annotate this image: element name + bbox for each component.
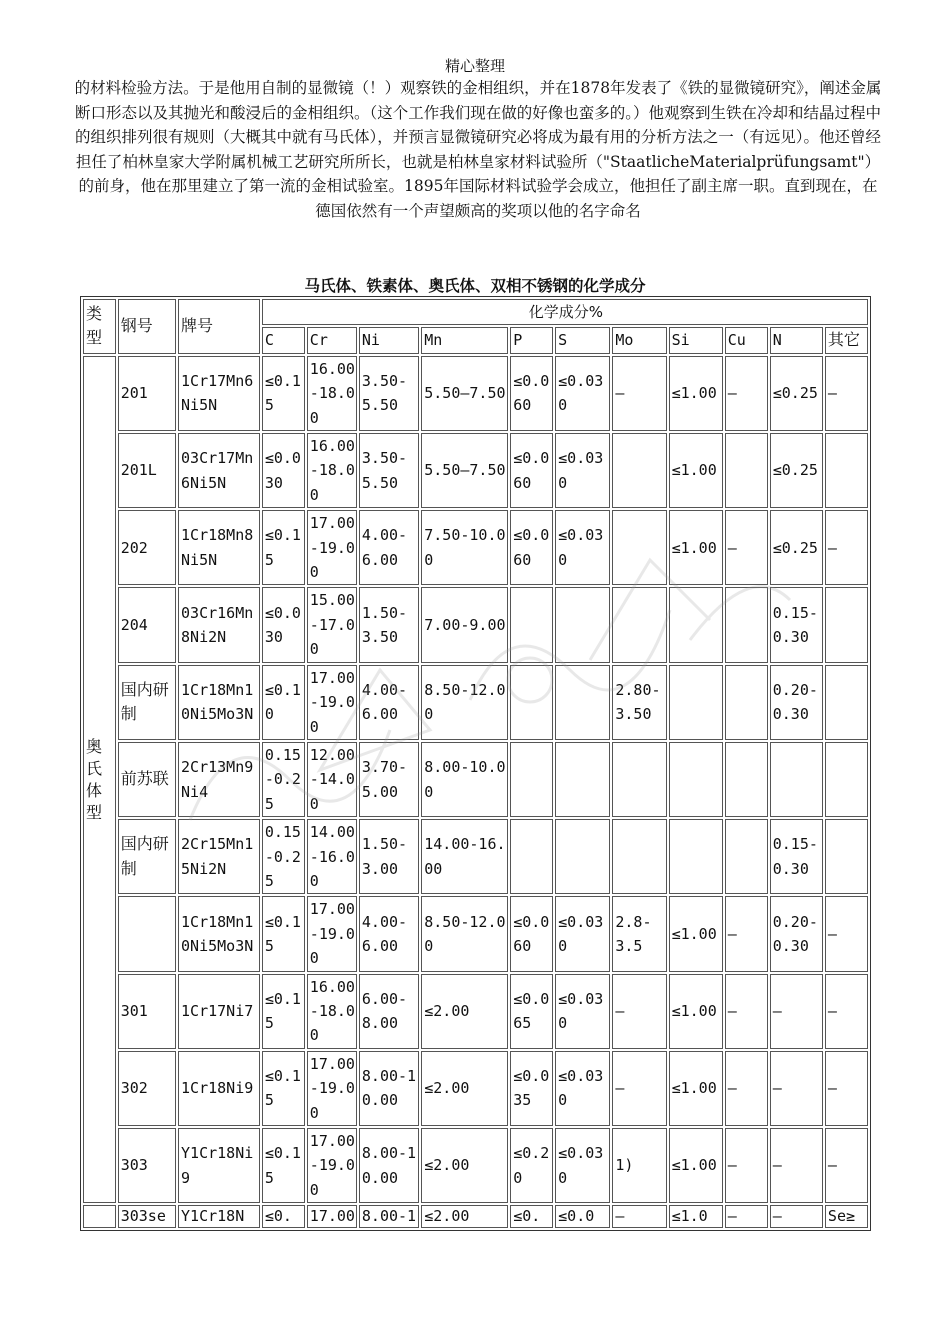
value-cell-c: ≤0.	[262, 1205, 305, 1228]
group-type-spacer	[83, 1205, 116, 1228]
value-cell-p: ≤0.060	[510, 896, 553, 971]
value-cell-c: 0.15-0.25	[262, 819, 305, 894]
value-cell-ni: 3.50-5.50	[359, 356, 419, 431]
value-cell-mn: ≤2.00	[421, 1205, 508, 1228]
value-cell-p: ≤0.060	[510, 356, 553, 431]
value-cell-cr: 14.00-16.00	[307, 819, 357, 894]
steel-no-cell: 302	[118, 1051, 176, 1126]
table-row	[83, 896, 868, 971]
steel-no-cell: 303se	[118, 1205, 176, 1228]
value-cell-ni: 6.00-8.00	[359, 974, 419, 1049]
value-cell-n: 0.15-0.30	[770, 819, 823, 894]
value-cell-other: Se≥	[825, 1205, 868, 1228]
value-cell-mn: 5.50—7.50	[421, 433, 508, 508]
value-cell-si: ≤1.0	[669, 1205, 723, 1228]
grade-cell: 1Cr18Mn10Ni5Mo3N	[178, 896, 260, 971]
value-cell-p: ≤0.035	[510, 1051, 553, 1126]
value-cell-cr: 17.00	[307, 1205, 357, 1228]
value-cell-si	[669, 819, 723, 894]
header-type: 类型	[83, 299, 116, 354]
value-cell-mo	[612, 433, 666, 508]
header-element: S	[555, 327, 610, 353]
value-cell-other	[825, 742, 868, 817]
header-chem-composition: 化学成分%	[262, 299, 868, 325]
header-element: Ni	[359, 327, 419, 353]
value-cell-ni: 4.00-6.00	[359, 665, 419, 740]
header-element: N	[770, 327, 823, 353]
value-cell-si	[669, 742, 723, 817]
value-cell-mo	[612, 819, 666, 894]
value-cell-ni: 8.00-1	[359, 1205, 419, 1228]
steel-no-cell	[118, 896, 176, 971]
value-cell-p	[510, 819, 553, 894]
value-cell-other: –	[825, 356, 868, 431]
value-cell-mn: 8.00-10.00	[421, 742, 508, 817]
group-type-label: 奥氏体型	[83, 356, 116, 1203]
steel-no-cell: 前苏联	[118, 742, 176, 817]
value-cell-mn: ≤2.00	[421, 974, 508, 1049]
composition-table	[80, 296, 871, 1231]
steel-no-cell: 201	[118, 356, 176, 431]
value-cell-c: ≤0.15	[262, 1051, 305, 1126]
value-cell-s: ≤0.030	[555, 356, 610, 431]
value-cell-n: –	[770, 974, 823, 1049]
value-cell-cr: 17.00-19.00	[307, 896, 357, 971]
value-cell-cu: –	[725, 1128, 768, 1203]
value-cell-p: ≤0.060	[510, 510, 553, 585]
value-cell-cr: 17.00-19.00	[307, 510, 357, 585]
value-cell-cr: 16.00-18.00	[307, 356, 357, 431]
value-cell-other: –	[825, 896, 868, 971]
grade-cell: 1Cr17Ni7	[178, 974, 260, 1049]
grade-cell: 2Cr15Mn15Ni2N	[178, 819, 260, 894]
value-cell-cr: 17.00-19.00	[307, 1051, 357, 1126]
steel-no-cell: 国内研制	[118, 819, 176, 894]
value-cell-n: –	[770, 1051, 823, 1126]
header-element: Mo	[612, 327, 666, 353]
value-cell-si: ≤1.00	[669, 1051, 723, 1126]
value-cell-cr: 12.00-14.00	[307, 742, 357, 817]
value-cell-ni: 8.00-10.00	[359, 1051, 419, 1126]
grade-cell: 1Cr17Mn6Ni5N	[178, 356, 260, 431]
value-cell-mo: 1)	[612, 1128, 666, 1203]
value-cell-si: ≤1.00	[669, 1128, 723, 1203]
value-cell-s: ≤0.030	[555, 896, 610, 971]
value-cell-other: –	[825, 1128, 868, 1203]
value-cell-p: ≤0.20	[510, 1128, 553, 1203]
value-cell-p: ≤0.	[510, 1205, 553, 1228]
value-cell-si	[669, 665, 723, 740]
value-cell-mo: –	[612, 356, 666, 431]
value-cell-cu: –	[725, 510, 768, 585]
header-steel-no: 钢号	[118, 299, 176, 354]
steel-no-cell: 国内研制	[118, 665, 176, 740]
steel-no-cell: 204	[118, 587, 176, 662]
value-cell-s: ≤0.030	[555, 974, 610, 1049]
value-cell-mn: 8.50-12.00	[421, 896, 508, 971]
value-cell-s	[555, 587, 610, 662]
value-cell-mo: –	[612, 1205, 666, 1228]
value-cell-other	[825, 587, 868, 662]
header-element: Cr	[307, 327, 357, 353]
value-cell-c: ≤0.15	[262, 896, 305, 971]
header-element: 其它	[825, 327, 868, 353]
value-cell-cu	[725, 665, 768, 740]
value-cell-ni: 3.50-5.50	[359, 433, 419, 508]
value-cell-cu	[725, 742, 768, 817]
value-cell-c: 0.15-0.25	[262, 742, 305, 817]
composition-table-wrapper	[80, 296, 871, 1231]
table-row	[83, 510, 868, 585]
value-cell-other: —	[825, 510, 868, 585]
value-cell-other	[825, 433, 868, 508]
value-cell-cu: –	[725, 974, 768, 1049]
table-row	[83, 819, 868, 894]
value-cell-si: ≤1.00	[669, 974, 723, 1049]
value-cell-c: ≤0.15	[262, 356, 305, 431]
value-cell-n: 0.15-0.30	[770, 587, 823, 662]
value-cell-other: –	[825, 974, 868, 1049]
header-element: Cu	[725, 327, 768, 353]
value-cell-mo: 2.8-3.5	[612, 896, 666, 971]
header-element: Si	[669, 327, 723, 353]
value-cell-mo: –	[612, 974, 666, 1049]
value-cell-p	[510, 587, 553, 662]
value-cell-cr: 17.00-19.00	[307, 665, 357, 740]
table-row	[83, 665, 868, 740]
value-cell-mo	[612, 742, 666, 817]
value-cell-n	[770, 742, 823, 817]
value-cell-p: ≤0.060	[510, 433, 553, 508]
value-cell-mo	[612, 587, 666, 662]
value-cell-ni: 8.00-10.00	[359, 1128, 419, 1203]
header-element: C	[262, 327, 305, 353]
value-cell-n: –	[770, 1128, 823, 1203]
grade-cell: Y1Cr18N	[178, 1205, 260, 1228]
table-row	[83, 356, 868, 431]
value-cell-si: ≤1.00	[669, 896, 723, 971]
value-cell-n: 0.20-0.30	[770, 665, 823, 740]
value-cell-ni: 3.70-5.00	[359, 742, 419, 817]
value-cell-p	[510, 742, 553, 817]
value-cell-s: ≤0.030	[555, 433, 610, 508]
value-cell-c: ≤0.10	[262, 665, 305, 740]
value-cell-n: ≤0.25	[770, 433, 823, 508]
grade-cell: 1Cr18Mn10Ni5Mo3N	[178, 665, 260, 740]
page-header: 精心整理	[444, 57, 505, 75]
value-cell-cu: –	[725, 356, 768, 431]
table-row	[83, 1128, 868, 1203]
value-cell-ni: 1.50-3.50	[359, 587, 419, 662]
value-cell-p	[510, 665, 553, 740]
value-cell-si	[669, 587, 723, 662]
value-cell-cu: –	[725, 1051, 768, 1126]
grade-cell: 1Cr18Ni9	[178, 1051, 260, 1126]
value-cell-ni: 4.00-6.00	[359, 510, 419, 585]
value-cell-c: ≤0.15	[262, 974, 305, 1049]
value-cell-s: ≤0.030	[555, 510, 610, 585]
value-cell-si: ≤1.00	[669, 510, 723, 585]
value-cell-cu	[725, 587, 768, 662]
value-cell-s	[555, 665, 610, 740]
header-grade: 牌号	[178, 299, 260, 354]
value-cell-mn: 7.50-10.00	[421, 510, 508, 585]
value-cell-mo: 2.80-3.50	[612, 665, 666, 740]
table-row	[83, 742, 868, 817]
value-cell-mo: –	[612, 1051, 666, 1126]
value-cell-mn: 5.50—7.50	[421, 356, 508, 431]
intro-paragraph: 的材料检验方法。于是他用自制的显微镜（！）观察铁的金相组织，并在1878年发表了《铁的显微镜研究》，阐述金属断口形态以及其抛光和酸浸后的金相组织。（这个工作我们现在做的好像也蛮多的。）他观察到生铁在冷却和结晶过程中的组织排列很有规则（大概其中就有马氏体），并预言显微镜研究必将成为最有用的分析方法之一（有远见）。他还曾经担任了柏林皇家大学附属机械工艺研究所所长，也就是柏林皇家材料试验所（"StaatlicheMaterialprüfungsamt"）的前身，他在那里建立了第一流的金相试验室。1895年国际材料试验学会成立，他担任了副主席一职。直到现在，在德国依然有一个声望颇高的奖项以他的名字命名	[74, 79, 882, 220]
value-cell-cr: 16.00-18.00	[307, 433, 357, 508]
grade-cell: 2Cr13Mn9Ni4	[178, 742, 260, 817]
value-cell-s: ≤0.030	[555, 1051, 610, 1126]
value-cell-mn: ≤2.00	[421, 1128, 508, 1203]
value-cell-n: ≤0.25	[770, 510, 823, 585]
value-cell-mn: 14.00-16.00	[421, 819, 508, 894]
value-cell-s: ≤0.030	[555, 1128, 610, 1203]
value-cell-c: ≤0.030	[262, 587, 305, 662]
value-cell-n: ≤0.25	[770, 356, 823, 431]
value-cell-n: 0.20-0.30	[770, 896, 823, 971]
table-row	[83, 1051, 868, 1126]
value-cell-other: –	[825, 1051, 868, 1126]
value-cell-si: ≤1.00	[669, 356, 723, 431]
value-cell-cr: 17.00-19.00	[307, 1128, 357, 1203]
steel-no-cell: 301	[118, 974, 176, 1049]
table-row	[83, 587, 868, 662]
grade-cell: Y1Cr18Ni9	[178, 1128, 260, 1203]
value-cell-cr: 15.00-17.00	[307, 587, 357, 662]
value-cell-cu: –	[725, 896, 768, 971]
value-cell-mn: ≤2.00	[421, 1051, 508, 1126]
value-cell-ni: 4.00-6.00	[359, 896, 419, 971]
grade-cell: 03Cr17Mn6Ni5N	[178, 433, 260, 508]
table-title: 马氏体、铁素体、奥氏体、双相不锈钢的化学成分	[304, 277, 646, 295]
grade-cell: 03Cr16Mn8Ni2N	[178, 587, 260, 662]
value-cell-other	[825, 665, 868, 740]
table-row	[83, 433, 868, 508]
value-cell-mo	[612, 510, 666, 585]
value-cell-s	[555, 742, 610, 817]
header-element: Mn	[421, 327, 508, 353]
value-cell-cu: –	[725, 1205, 768, 1228]
table-row	[83, 974, 868, 1049]
table-row	[83, 1205, 868, 1228]
value-cell-c: ≤0.15	[262, 1128, 305, 1203]
steel-no-cell: 201L	[118, 433, 176, 508]
value-cell-cu	[725, 433, 768, 508]
steel-no-cell: 303	[118, 1128, 176, 1203]
value-cell-n: –	[770, 1205, 823, 1228]
value-cell-s: ≤0.0	[555, 1205, 610, 1228]
steel-no-cell: 202	[118, 510, 176, 585]
header-element: P	[510, 327, 553, 353]
value-cell-other	[825, 819, 868, 894]
value-cell-mn: 7.00-9.00	[421, 587, 508, 662]
value-cell-c: ≤0.030	[262, 433, 305, 508]
value-cell-cu	[725, 819, 768, 894]
value-cell-mn: 8.50-12.00	[421, 665, 508, 740]
value-cell-ni: 1.50-3.00	[359, 819, 419, 894]
value-cell-c: ≤0.15	[262, 510, 305, 585]
value-cell-s	[555, 819, 610, 894]
grade-cell: 1Cr18Mn8Ni5N	[178, 510, 260, 585]
value-cell-p: ≤0.065	[510, 974, 553, 1049]
value-cell-si: ≤1.00	[669, 433, 723, 508]
value-cell-cr: 16.00-18.00	[307, 974, 357, 1049]
